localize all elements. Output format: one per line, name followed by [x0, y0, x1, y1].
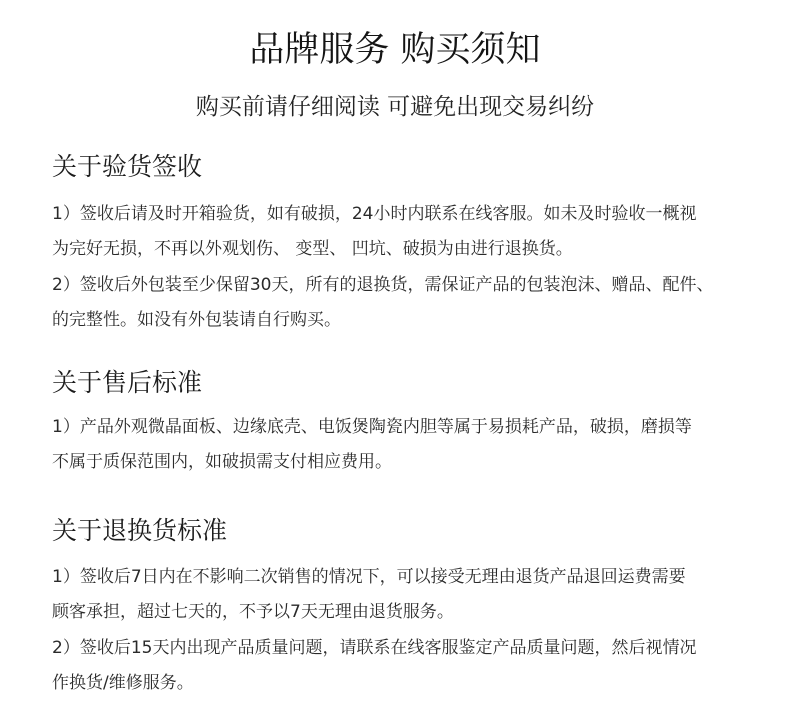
section-heading-inspection: 关于验货签收 — [52, 152, 203, 181]
returns-paragraph-1 — [52, 560, 752, 630]
after-sales-paragraph-1 — [52, 410, 752, 480]
paragraph-line: 1）签收后7日内在不影响二次销售的情况下，可以接受无理由退货产品退回运费需要 — [52, 567, 686, 587]
section-heading-returns: 关于退换货标准 — [52, 516, 228, 545]
paragraph-line: 2）签收后15天内出现产品质量问题，请联系在线客服鉴定产品质量问题，然后视情况 — [52, 638, 697, 658]
paragraph-line: 不属于质保范围内，如破损需支付相应费用。 — [52, 452, 392, 472]
paragraph-line: 1）签收后请及时开箱验货，如有破损，24小时内联系在线客服。如未及时验收一概视 — [52, 204, 697, 224]
inspection-paragraph-1 — [52, 197, 752, 267]
paragraph-line: 2）签收后外包装至少保留30天，所有的退换货，需保证产品的包装泡沫、赠品、配件、 — [52, 275, 714, 295]
returns-paragraph-2 — [52, 631, 752, 701]
paragraph-line: 1）产品外观微晶面板、边缘底壳、电饭煲陶瓷内胆等属于易损耗产品，破损，磨损等 — [52, 417, 692, 437]
paragraph-line: 作换货/维修服务。 — [52, 673, 194, 693]
section-heading-after-sales: 关于售后标准 — [52, 368, 203, 397]
inspection-paragraph-2 — [52, 268, 752, 338]
paragraph-line: 为完好无损，不再以外观划伤、 变型、 凹坑、破损为由进行退换货。 — [52, 239, 573, 259]
page-title: 品牌服务 购买须知 — [249, 30, 541, 70]
paragraph-line: 的完整性。如没有外包装请自行购买。 — [52, 310, 341, 330]
paragraph-line: 顾客承担，超过七天的，不予以7天无理由退货服务。 — [52, 602, 454, 622]
page-subtitle: 购买前请仔细阅读 可避免出现交易纠纷 — [195, 94, 595, 120]
